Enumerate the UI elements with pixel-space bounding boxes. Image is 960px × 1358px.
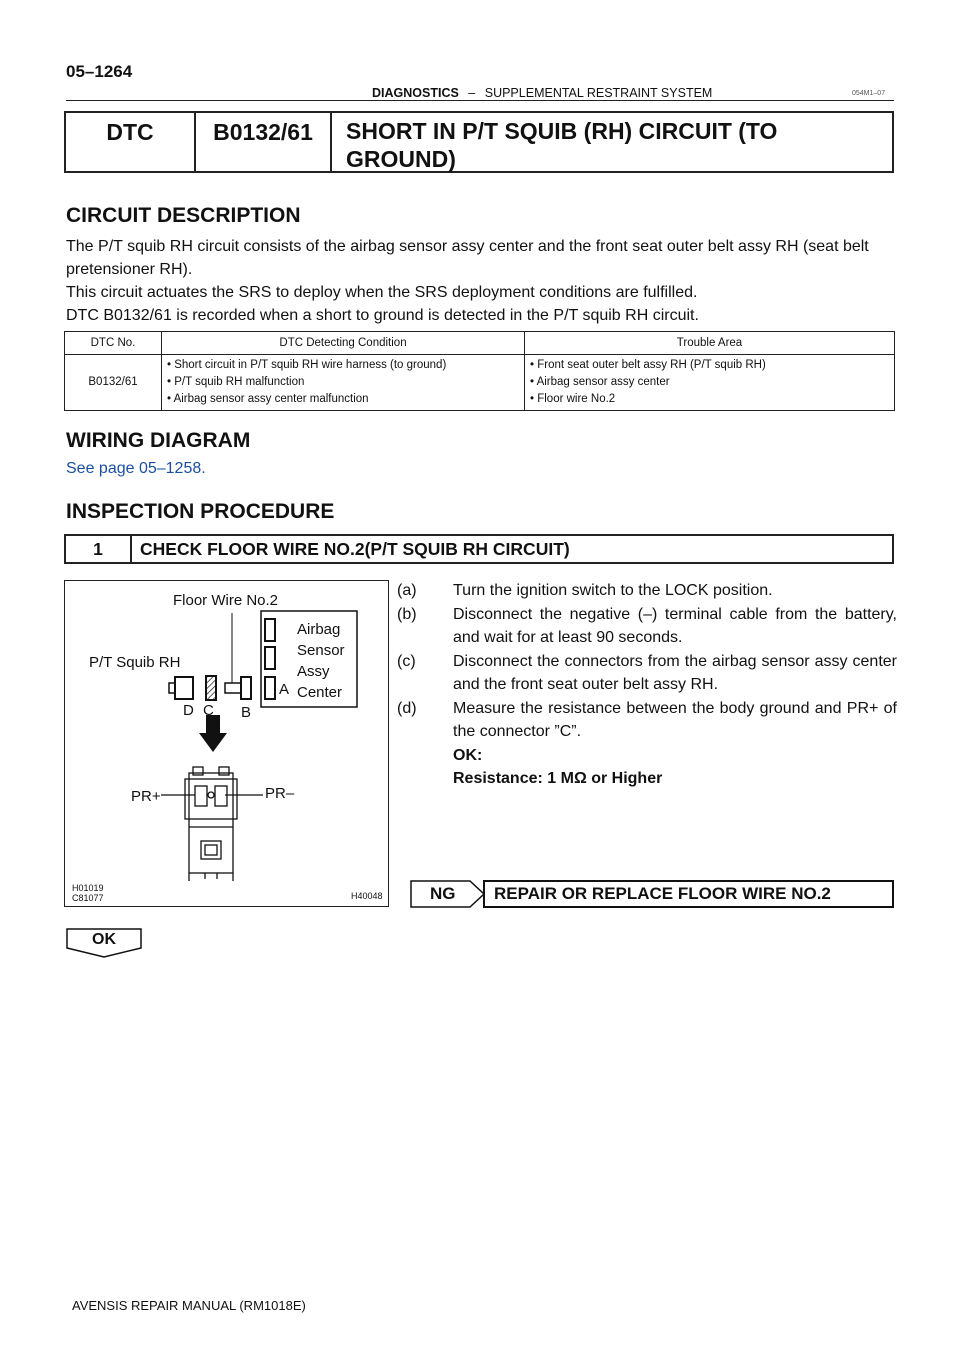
subsection-label: SUPPLEMENTAL RESTRAINT SYSTEM [484, 86, 713, 100]
sensor-connector [265, 647, 275, 669]
procedure-text: Disconnect the negative (–) terminal cable from the battery, and wait for at least 90 seconds. [453, 605, 897, 646]
procedure-label: (b) [397, 605, 417, 623]
condition-item: • Short circuit in P/T squib RH wire harness (to ground) [167, 359, 447, 371]
arrow-head [199, 733, 227, 752]
resistance-spec: Resistance: 1 MΩ or Higher [453, 770, 663, 787]
airbag-label-line: Airbag [297, 621, 341, 638]
area-item: • Airbag sensor assy center [530, 376, 670, 388]
connector-b-label: B [241, 704, 252, 721]
table-header: Trouble Area [525, 332, 895, 355]
table-header-row [65, 332, 895, 355]
procedure-label: (d) [397, 699, 417, 717]
table-cell-conditions [162, 355, 525, 411]
ng-action [410, 880, 894, 908]
ng-action-text: REPAIR OR REPLACE FLOOR WIRE NO.2 [494, 884, 831, 903]
ok-label: OK: [453, 746, 483, 764]
airbag-label-line: Sensor [297, 642, 345, 659]
procedure-item [397, 603, 897, 650]
dtc-code: B0132/61 [196, 113, 332, 171]
step-box [64, 534, 894, 564]
figure-code: C81077 [72, 893, 104, 903]
wiring-page-link[interactable]: See page 05–1258. [66, 460, 206, 477]
procedure-item [397, 579, 897, 603]
step-title: CHECK FLOOR WIRE NO.2(P/T SQUIB RH CIRCUIT) [140, 538, 570, 559]
table-cell-areas [525, 355, 895, 411]
procedure-label: (c) [397, 652, 416, 670]
procedure-text: Turn the ignition switch to the LOCK position. [453, 582, 773, 599]
description-paragraph: This circuit actuates the SRS to deploy when the SRS deployment conditions are fulfilled. [66, 284, 698, 301]
sensor-connector-a [265, 677, 275, 699]
description-paragraph: The P/T squib RH circuit consists of the airbag sensor assy center and the front seat outer belt assy RH (seat belt pretensioner RH). [66, 238, 869, 278]
dtc-title-box [64, 111, 894, 173]
airbag-sensor-label [297, 619, 345, 703]
wiring-diagram-heading: WIRING DIAGRAM [66, 429, 251, 452]
dtc-title: SHORT IN P/T SQUIB (RH) CIRCUIT (TO GROUND) [346, 118, 778, 172]
section-label: DIAGNOSTICS [372, 86, 459, 100]
squib-label: P/T Squib RH [89, 654, 181, 671]
step-number: 1 [66, 536, 132, 562]
connector-c-label: C [203, 702, 214, 719]
squib-connector-d [175, 677, 193, 699]
description-paragraph: DTC B0132/61 is recorded when a short to ground is detected in the P/T squib RH circuit. [66, 307, 699, 324]
procedure-text: Measure the resistance between the body ground and PR+ of the connector ”C”. [453, 699, 897, 740]
circuit-description [66, 235, 896, 327]
area-item: • Floor wire No.2 [530, 393, 616, 405]
connector-b-body [225, 683, 241, 693]
ng-label: NG [430, 884, 456, 903]
connector-c [206, 676, 216, 700]
figure-code-right: H40048 [351, 891, 383, 901]
connector-closeup [161, 767, 263, 881]
running-header [372, 86, 712, 100]
document-code: 054M1–07 [852, 90, 886, 97]
ok-tab-label: OK [92, 931, 116, 948]
connector-b [241, 677, 251, 699]
figure-code-left [72, 883, 104, 903]
condition-item: • Airbag sensor assy center malfunction [167, 393, 369, 405]
page-number: 05–1264 [66, 62, 133, 81]
procedure-item [397, 650, 897, 697]
inspection-procedure-heading: INSPECTION PROCEDURE [66, 500, 335, 523]
pr-plus-label: PR+ [131, 788, 161, 805]
condition-item: • P/T squib RH malfunction [167, 376, 305, 388]
area-item: • Front seat outer belt assy RH (P/T squib RH) [530, 359, 766, 371]
table-header: DTC Detecting Condition [162, 332, 525, 355]
procedure-item [397, 697, 897, 744]
connector-d-label: D [183, 702, 194, 719]
airbag-label-line: Assy [297, 663, 330, 680]
pr-minus-label: PR– [265, 785, 295, 802]
procedure-text: Disconnect the connectors from the airbag sensor assy center and the front seat outer belt assy RH. [453, 652, 897, 693]
figure-code: H01019 [72, 883, 104, 893]
connector-figure [64, 580, 389, 907]
floor-wire-label: Floor Wire No.2 [173, 592, 279, 609]
procedure-label: (a) [397, 582, 417, 599]
table-row [65, 355, 895, 411]
circuit-description-heading: CIRCUIT DESCRIPTION [66, 204, 301, 227]
table-header: DTC No. [65, 332, 162, 355]
procedure-steps [397, 579, 897, 791]
table-cell-dtc: B0132/61 [65, 355, 162, 411]
dtc-table [64, 331, 895, 411]
airbag-label-line: Center [297, 684, 343, 701]
sensor-connector [265, 619, 275, 641]
header-rule [66, 100, 894, 101]
header-separator: – [468, 86, 476, 100]
ok-tab [66, 928, 142, 958]
connector-a-label: A [279, 681, 290, 698]
dtc-label: DTC [66, 113, 196, 171]
footer: AVENSIS REPAIR MANUAL (RM1018E) [72, 1298, 306, 1313]
